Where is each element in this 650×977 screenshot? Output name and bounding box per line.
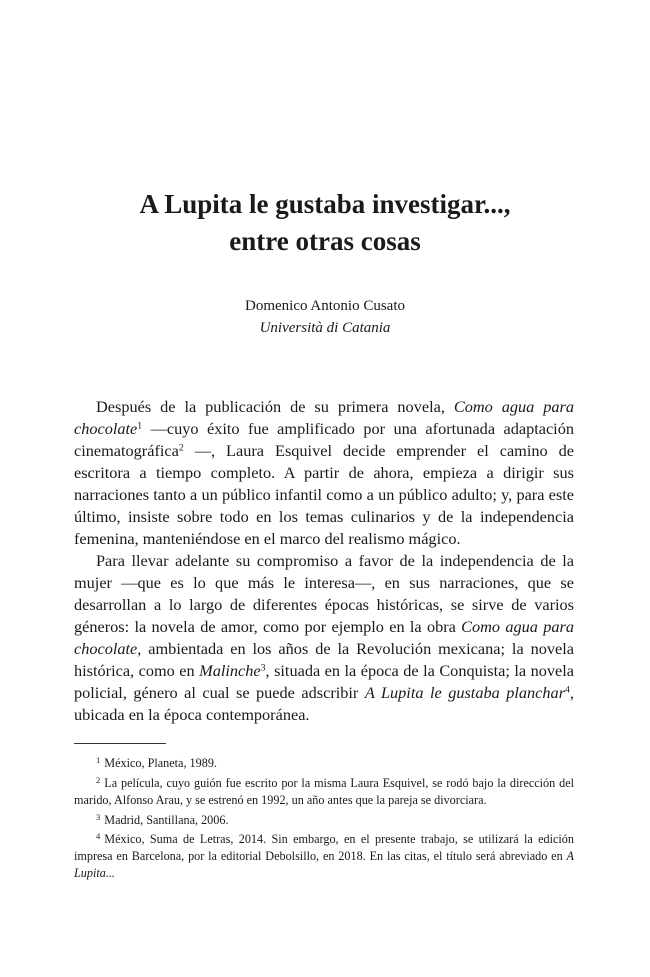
- author-name: Domenico Antonio Cusato: [245, 298, 405, 314]
- text-run: —, Laura Esquivel decide emprender el camino de escritora a tiempo completo. A partir de ahora, empieza a dirigir sus narraciones tanto a un público infantil como a un público adulto; y, para este último, insiste sobre todo en los temas culinarios y de la independencia femenina, manteniéndose en el marco del realismo mágico.: [74, 441, 574, 548]
- author-block: [60, 295, 590, 339]
- footnote-number: 4: [96, 831, 101, 842]
- footnotes: [74, 752, 574, 882]
- title-line-2: entre otras cosas: [229, 226, 421, 256]
- book-title: Malinche: [199, 661, 261, 680]
- footnote-number: 3: [96, 811, 101, 822]
- author-affiliation: Università di Catania: [259, 320, 391, 336]
- footnote-number: 1: [96, 755, 101, 765]
- footnote-text: La película, cuyo guión fue escrito por la misma Laura Esquivel, se rodó bajo la dirección del marido, Alfonso Arau, y se estrenó en 1992, un año antes que la pareja se divorciara.: [74, 775, 574, 807]
- footnote-separator: [74, 743, 166, 744]
- footnote-ref: 2: [178, 442, 184, 454]
- text-run: , ubicada en la época contemporánea.: [74, 683, 574, 724]
- book-title: A Lupita le gustaba planchar: [364, 683, 566, 702]
- text-run: , situada en la época de la Conquista; la novela policial, género al cual se puede adscribir: [74, 661, 574, 702]
- text-run: , ambientada en los años de la Revolución mexicana; la novela histórica, como en: [74, 639, 574, 680]
- footnote-italic: A Lupita...: [74, 849, 574, 881]
- text-run: Para llevar adelante su compromiso a favor de la independencia de la mujer —que es lo que más le interesa—, en sus narraciones, que se desarrollan a lo largo de diferentes épocas históricas, se sirve de varios géneros: la novela de amor, como por ejemplo en la obra: [74, 551, 574, 636]
- footnote-ref: 4: [565, 684, 570, 696]
- footnote-number: 2: [96, 774, 101, 785]
- text-run: Después de la publicación de su primera novela,: [96, 397, 454, 416]
- article-title: [60, 186, 590, 260]
- text-run: —cuyo éxito fue amplificado por una afortunada adaptación cinematográfica: [74, 419, 574, 460]
- paragraph-2: [74, 550, 574, 726]
- footnote-3: [74, 809, 574, 829]
- title-line-1: A Lupita le gustaba investigar...,: [139, 189, 511, 219]
- footnote-text: México, Suma de Letras, 2014. Sin embargo, en el presente trabajo, se utilizará la edición impresa en Barcelona, por la editorial Debolsillo, en 2018. En las citas, el título será abreviado en: [74, 832, 574, 864]
- book-title: Como agua para chocolate: [74, 397, 574, 438]
- footnote-2: [74, 772, 574, 809]
- footnote-ref: 3: [260, 662, 266, 674]
- footnote-text: México, Planeta, 1989.: [104, 755, 217, 770]
- body-text: [74, 396, 574, 726]
- footnote-text: Madrid, Santillana, 2006.: [104, 812, 229, 827]
- footnote-ref: 1: [137, 420, 143, 432]
- footnote-4: [74, 828, 574, 882]
- book-title: Como agua para chocolate: [74, 617, 574, 658]
- footnote-1: [74, 752, 574, 772]
- paragraph-1: [74, 396, 574, 550]
